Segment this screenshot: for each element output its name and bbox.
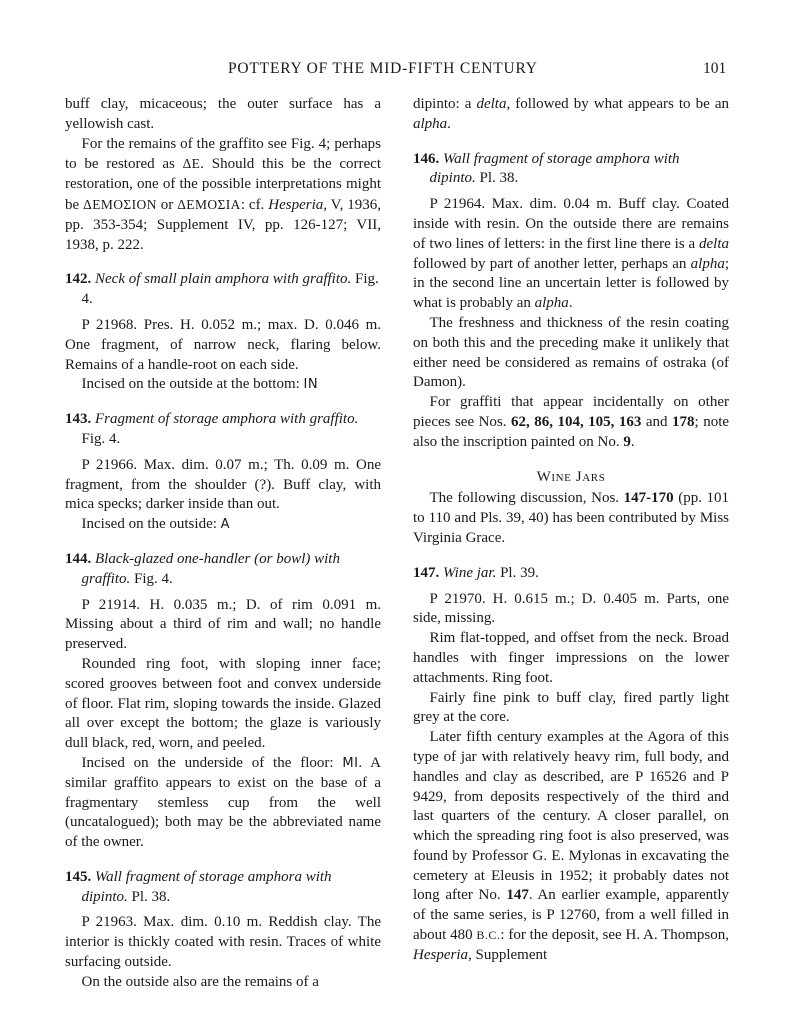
graffito-mark: IN: [303, 377, 319, 393]
entry-146-graffiti-refs: For graffiti that appear incidentally on other pieces see Nos. 62, 86, 104, 105, 163 and 178; note also the inscription painted on No. 9.: [413, 394, 730, 450]
entry-143-description: P 21966. Max. dim. 0.07 m.; Th. 0.09 m. One fragment, from the shoulder (?). Buff clay, with mica specks; darker inside than out.: [65, 456, 381, 513]
section-intro: The following discussion, Nos. 147-170 (pp. 101 to 110 and Pls. 39, 40) has been contributed by Miss Virginia Grace.: [413, 490, 730, 546]
right-column: [413, 95, 729, 966]
section-title-wine-jars: Wine Jars: [536, 468, 606, 485]
continued-paragraph: buff clay, micaceous; the outer surface has a yellowish cast.: [65, 96, 381, 132]
entry-147-description: P 21970. H. 0.615 m.; D. 0.405 m. Parts, one side, missing.: [413, 590, 729, 627]
entry-147-discussion: Later fifth century examples at the Agora of this type of jar with relatively heavy rim, full body, and handles and clay as described, are P 16526 and P 9429, from deposits respectively of the third and last quarters of the century. A closer parallel, on which the spreading ring foot is also preserved, was found by Professor G. E. Mylonas in excavating the cemetery at Eleusis in 1952; it probably dates not long after No. 147. An earlier example, apparently of the same series, is P 12760, from a well filled in about 480 B.C.: for the deposit, see H. A. Thompson, Hesperia, Supplement: [413, 729, 730, 963]
entry-143-incised: Incised on the outside: A: [81, 516, 231, 533]
entry-146-paragraph: The freshness and thickness of the resin coating on both this and the preceding make it unlikely that either need be considered as remains of ostraka (of Damon).: [413, 314, 729, 391]
entry-146-description: P 21964. Max. dim. 0.04 m. Buff clay. Coated inside with resin. On the outside there are remains of two lines of letters: in the first line there is a delta followed by part of another letter, perhaps an alpha; in the second line an uncertain letter is followed by what is probably an alpha.: [413, 196, 730, 312]
graffito-paragraph: For the remains of the graffito see Fig. 4; perhaps to be restored as ΔΕ. Should this be the correct restoration, one of the possible interpretations might be ΔΕΜΟΣΙΟΝ or ΔΕΜΟΣΙΑ: cf. Hesperia, V, 1936, pp. 353-354; Supplement IV, pp. 126-127; VII, 1938, p. 222.: [65, 135, 382, 253]
left-column: [65, 95, 381, 993]
entry-142-description: P 21968. Pres. H. 0.052 m.; max. D. 0.046 m. One fragment, of narrow neck, flaring below. Remains of a handle-root on each side.: [65, 316, 381, 373]
running-title: POTTERY OF THE MID-FIFTH CENTURY: [228, 60, 538, 77]
entry-144-description: P 21914. H. 0.035 m.; D. of rim 0.091 m. Missing about a third of rim and wall; no handle preserved.: [65, 596, 381, 653]
entry-144-paragraph: Rounded ring foot, with sloping inner face; scored grooves between foot and convex underside of floor. Flat rim, sloping towards the inside. Glazed all over except the bottom; the glaze is variously dull black, red, worn, and peeled.: [65, 655, 381, 752]
entry-142-incised: Incised on the outside at the bottom: IN: [81, 376, 319, 393]
entry-147-heading: 147. Wine jar. Pl. 39.: [413, 564, 539, 581]
continued-paragraph: dipinto: a delta, followed by what appears to be an alpha.: [413, 96, 729, 132]
entry-147-paragraph: Rim flat-topped, and offset from the neck. Broad handles with finger impressions on the lower attachments. Ring foot.: [413, 630, 729, 686]
entry-146-heading: 146. Wall fragment of storage amphora with dipinto. Pl. 38.: [413, 150, 680, 187]
entry-142-heading: 142. Neck of small plain amphora with graffito. Fig. 4.: [65, 271, 379, 308]
graffito-mark: MI: [342, 755, 359, 771]
entry-144-heading: 144. Black-glazed one-handler (or bowl) with graffito. Fig. 4.: [65, 550, 340, 587]
entry-145-description: P 21963. Max. dim. 0.10 m. Reddish clay. The interior is thickly coated with resin. Traces of white surfacing outside.: [65, 914, 381, 971]
entry-147-paragraph: Fairly fine pink to buff clay, fired partly light grey at the core.: [413, 689, 729, 726]
graffito-mark: A: [220, 517, 231, 533]
entry-145-paragraph: On the outside also are the remains of a: [81, 973, 319, 990]
entry-145-heading: 145. Wall fragment of storage amphora with dipinto. Pl. 38.: [65, 868, 332, 905]
page-header: [0, 60, 792, 80]
entry-143-heading: 143. Fragment of storage amphora with graffito. Fig. 4.: [65, 411, 359, 447]
page-number: 101: [703, 60, 727, 77]
entry-144-incised: Incised on the underside of the floor: MI. A similar graffito appears to exist on the base of a fragmentary stemless cup from the well (uncatalogued); both may be the abbreviated name of the owner.: [65, 754, 381, 851]
